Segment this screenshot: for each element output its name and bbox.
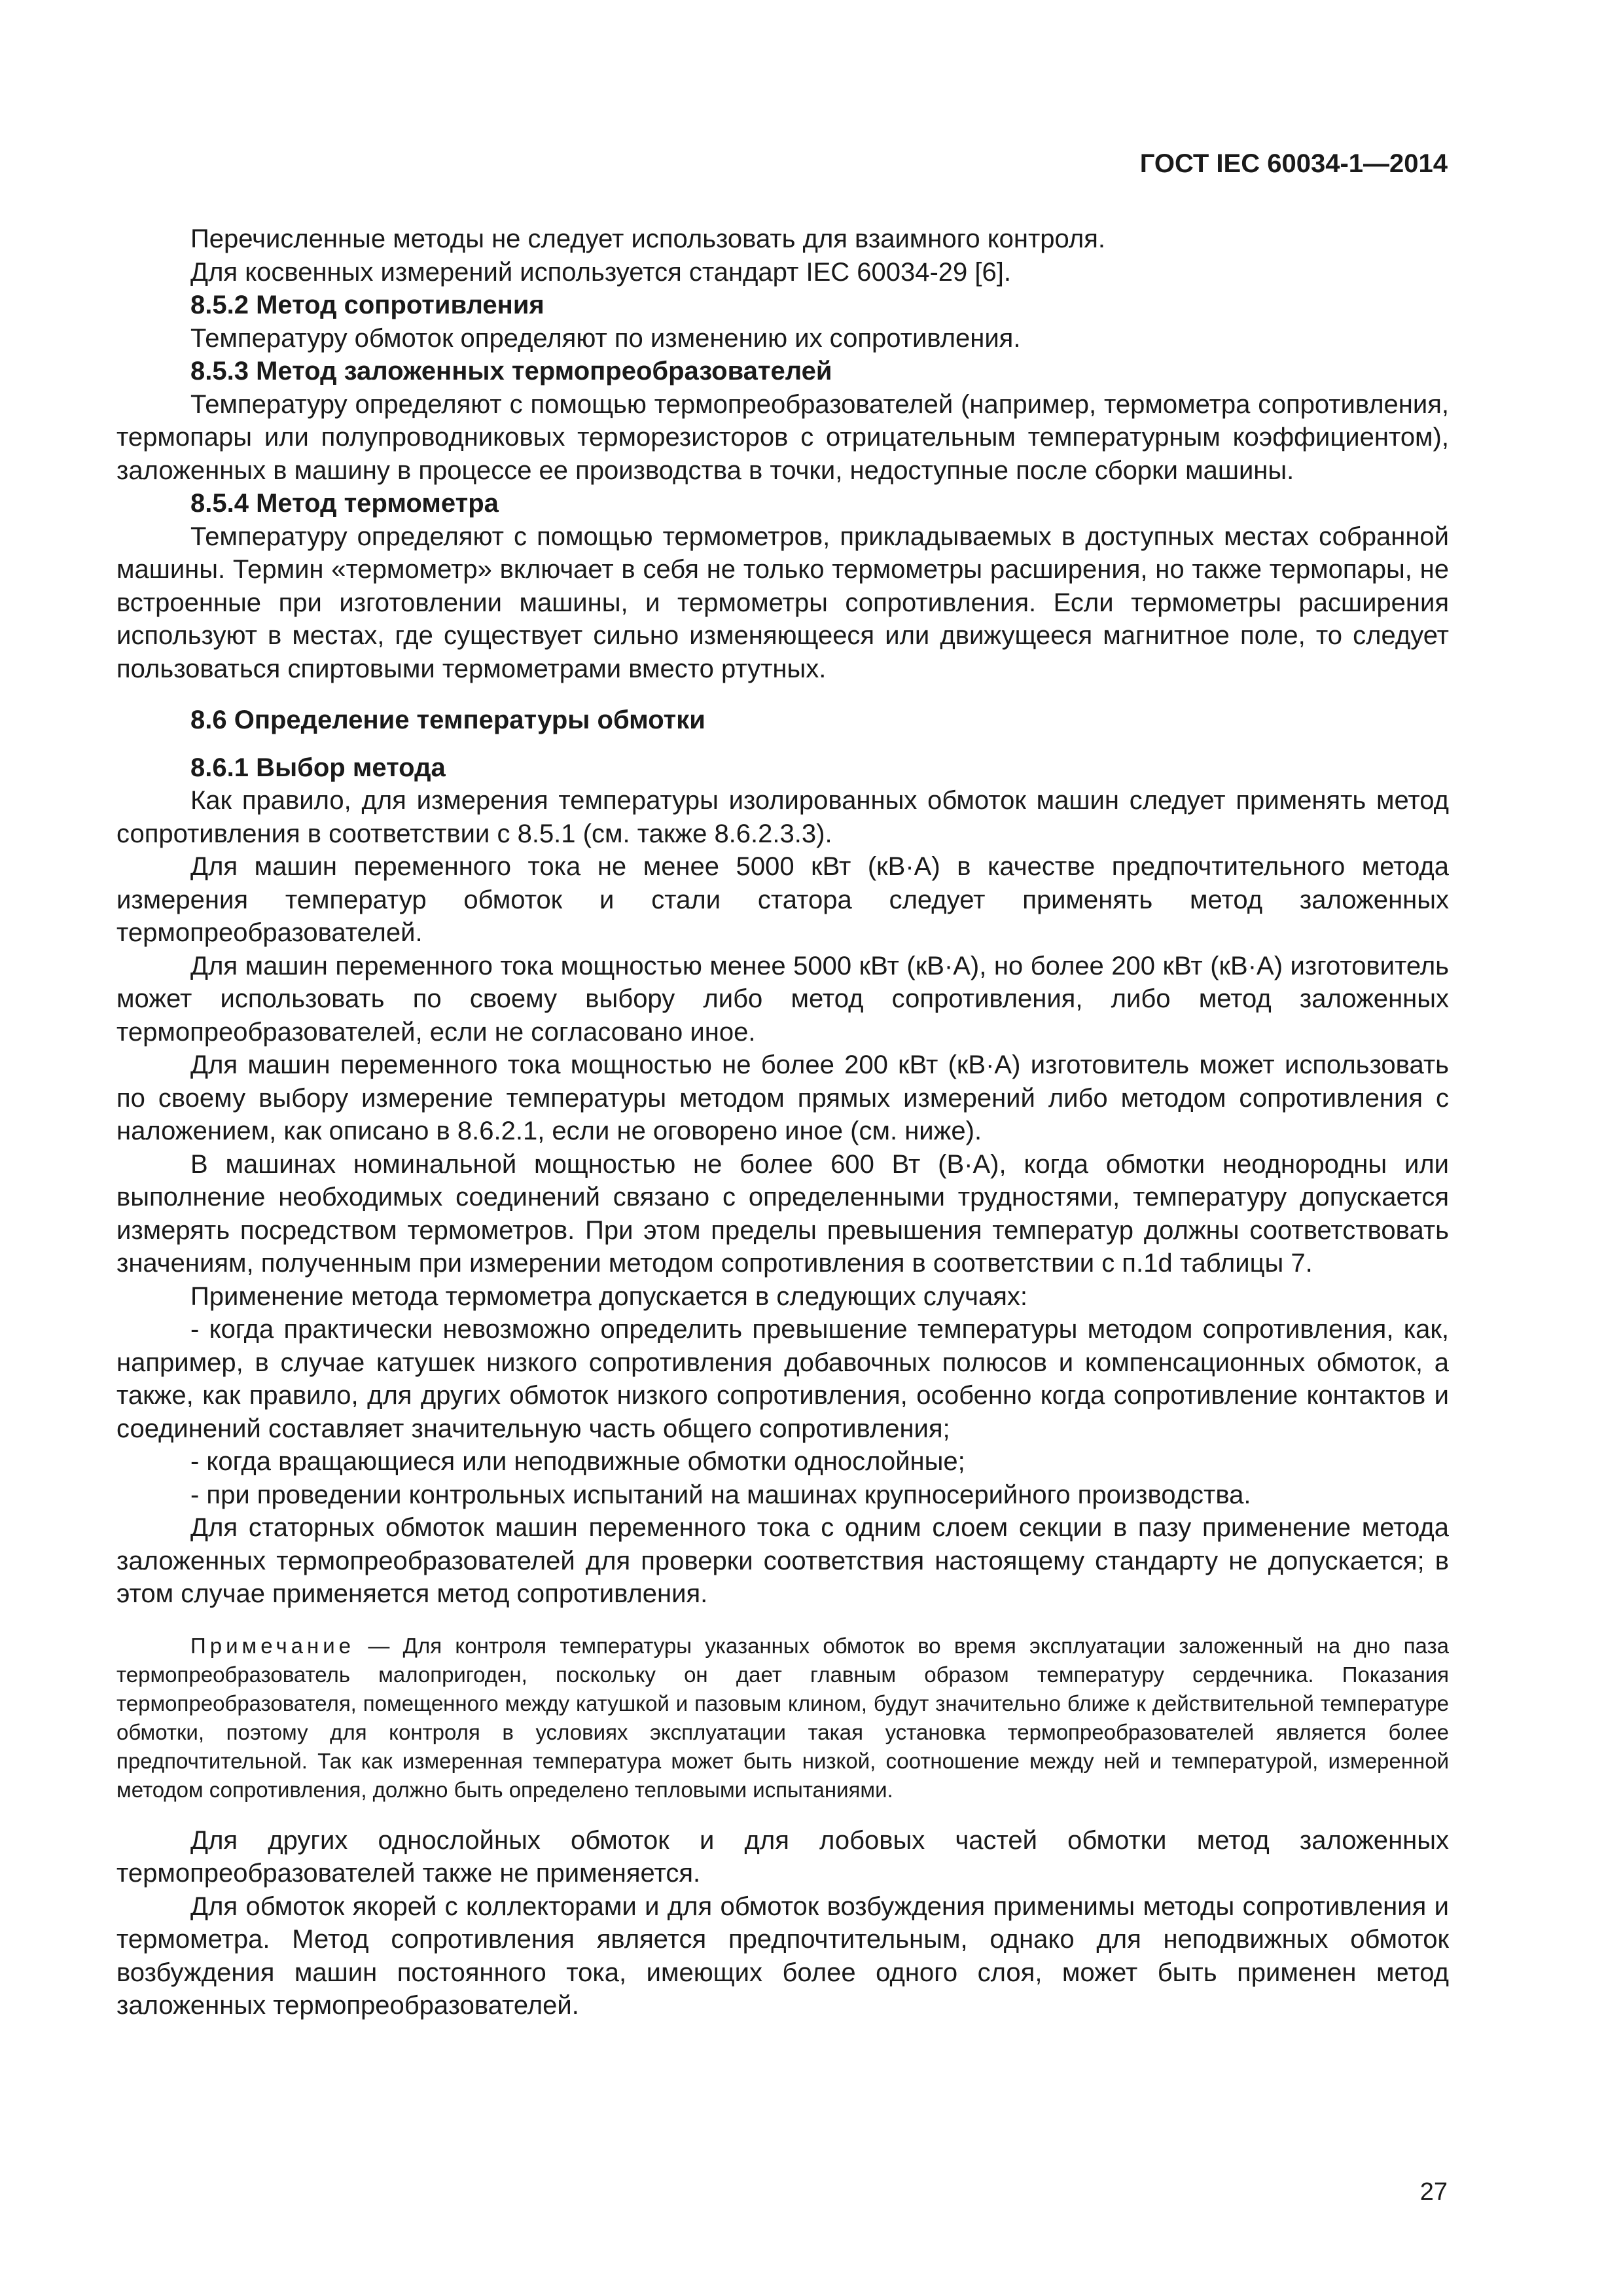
paragraph: Для косвенных измерений используется стандарт IEC 60034-29 [6]. xyxy=(190,257,1011,287)
section-heading: 8.5.3 Метод заложенных термопреобразователей xyxy=(190,357,832,386)
paragraph: Для статорных обмоток машин переменного тока с одним слоем секции в пазу применение метода заложенных термопреобразователей для проверки соответствия настоящему стандарту не допускается; в этом случае применяется метод сопротивления. xyxy=(116,1513,1449,1608)
section-heading: 8.5.2 Метод сопротивления xyxy=(190,291,544,319)
paragraph: Для обмоток якорей с коллекторами и для обмоток возбуждения применимы методы сопротивления и термометра. Метод сопротивления является предпочтительным, однако для неподвижных обмоток возбуждения машин постоянного тока, имеющих более одного слоя, может быть применен метод заложенных термопреобразователей. xyxy=(116,1892,1449,2020)
paragraph: Перечисленные методы не следует использовать для взаимного контроля. xyxy=(190,224,1106,253)
list-item: - при проведении контрольных испытаний на машинах крупносерийного производства. xyxy=(190,1480,1251,1509)
note xyxy=(116,1632,1449,1804)
paragraph: Как правило, для измерения температуры изолированных обмоток машин следует применять метод сопротивления в соответствии с 8.5.1 (см. также 8.6.2.3.3). xyxy=(116,786,1449,848)
document-body xyxy=(116,223,1449,2022)
list-item: - когда вращающиеся или неподвижные обмотки однослойные; xyxy=(190,1447,965,1476)
paragraph: Температуру обмоток определяют по изменению их сопротивления. xyxy=(190,323,1021,353)
chapter-heading: 8.6 Определение температуры обмотки xyxy=(190,706,705,734)
paragraph: Температуру определяют с помощью термометров, прикладываемых в доступных местах собранной машины. Термин «термометр» включает в себя не только термометры расширения, но также термопары, не встроенные при изготовлении машины, и термометры сопротивления. Если термометры расширения используют в местах, где существует сильно изменяющееся или движущееся магнитное поле, то следует пользоваться спиртовыми термометрами вместо ртутных. xyxy=(116,522,1449,683)
paragraph: Для машин переменного тока мощностью не более 200 кВт (кВ·А) изготовитель может использовать по своему выбору измерение температуры методом прямых измерений либо методом сопротивления с наложением, как описано в 8.6.2.1, если не оговорено иное (см. ниже). xyxy=(116,1050,1449,1145)
paragraph: Для машин переменного тока мощностью менее 5000 кВт (кВ·А), но более 200 кВт (кВ·А) изготовитель может использовать по своему выбору либо метод сопротивления, либо метод заложенных термопреобразователей, если не согласовано иное. xyxy=(116,951,1449,1047)
section-heading: 8.6.1 Выбор метода xyxy=(190,753,446,782)
paragraph: Для машин переменного тока не менее 5000 кВт (кВ·А) в качестве предпочтительного метода измерения температур обмоток и стали статора следует применять метод заложенных термопреобразователей. xyxy=(116,852,1449,947)
paragraph: Температуру определяют с помощью термопреобразователей (например, термометра сопротивления, термопары или полупроводниковых терморезисторов с отрицательным температурным коэффициентом), заложенных в машину в процессе ее производства в точки, недоступные после сборки машины. xyxy=(116,389,1449,485)
section-heading: 8.5.4 Метод термометра xyxy=(190,489,499,518)
paragraph: Для других однослойных обмоток и для лобовых частей обмотки метод заложенных термопреобразователей также не применяется. xyxy=(116,1825,1449,1888)
list-item: - когда практически невозможно определить превышение температуры методом сопротивления, как, например, в случае катушек низкого сопротивления добавочных полюсов и компенсационных обмоток, а также, как правило, для других обмоток низкого сопротивления, особенно когда сопротивление контактов и соединений составляет значительную часть общего сопротивления; xyxy=(116,1315,1449,1443)
note-text: — Для контроля температуры указанных обмоток во время эксплуатации заложенный на дно паза термопреобразователь малопригоден, поскольку он дает главным образом температуру сердечника. Показания термопреобразователя, помещенного между катушкой и пазовым клином, будут значительно ближе к действительной температуре обмотки, поэтому для контроля в условиях эксплуатации такая установка термопреобразователей является более предпочтительной. Так как измеренная температура может быть низкой, соотношение между ней и температурой, измеренной методом сопротивления, должно быть определено тепловыми испытаниями. xyxy=(116,1633,1449,1802)
paragraph: Применение метода термометра допускается в следующих случаях: xyxy=(190,1282,1027,1311)
page-number: 27 xyxy=(1419,2178,1448,2206)
document-id-header: ГОСТ IEC 60034-1—2014 xyxy=(1139,149,1448,178)
note-label: Примечание xyxy=(190,1633,355,1658)
paragraph: В машинах номинальной мощностью не более 600 Вт (В·А), когда обмотки неоднородны или выполнение необходимых соединений связано с определенными трудностями, температуру допускается измерять посредством термометров. При этом пределы превышения температур должны соответствовать значениям, полученным при измерении методом сопротивления в соответствии с п.1d таблицы 7. xyxy=(116,1149,1449,1278)
